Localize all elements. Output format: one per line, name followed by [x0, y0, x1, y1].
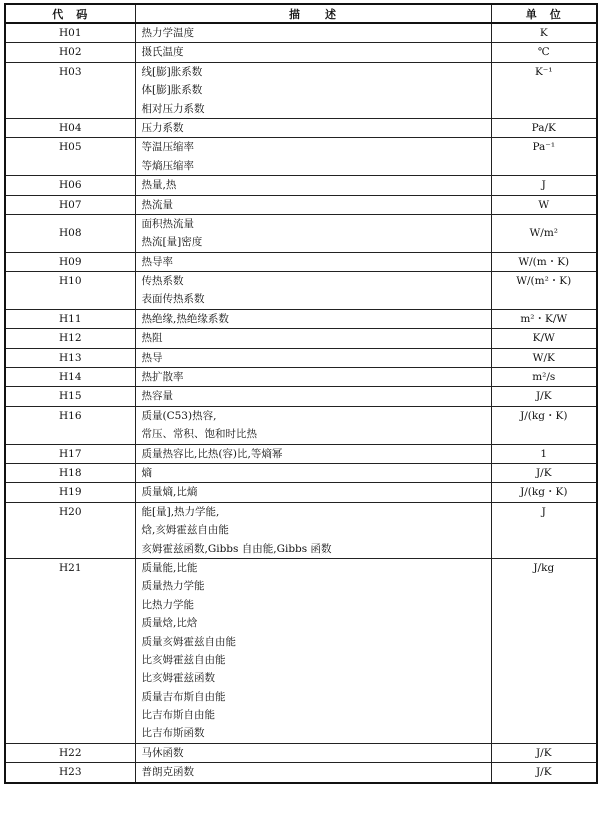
description-line: 热导率	[141, 255, 173, 268]
cell-description	[135, 272, 491, 310]
table-row	[5, 387, 597, 406]
description-line: 质量熵,比熵	[141, 486, 198, 499]
quantity-code-table	[4, 3, 598, 784]
table-row	[5, 406, 597, 444]
cell-unit	[491, 558, 597, 743]
unit-text: W/m²	[529, 227, 558, 240]
cell-unit	[491, 368, 597, 387]
cell-code	[5, 502, 135, 558]
cell-code	[5, 138, 135, 176]
cell-unit	[491, 329, 597, 348]
cell-description	[135, 406, 491, 444]
cell-description	[135, 558, 491, 743]
description-line: 质量焓,比焓	[141, 617, 198, 630]
code-text: H10	[58, 275, 82, 288]
description-line: 热容量	[141, 390, 173, 403]
unit-text: Pa⁻¹	[532, 141, 556, 154]
cell-unit	[491, 272, 597, 310]
cell-unit	[491, 176, 597, 195]
code-text: H13	[58, 351, 82, 364]
unit-text: J/kg	[533, 561, 555, 574]
cell-unit	[491, 406, 597, 444]
code-text: H01	[58, 27, 82, 39]
description-line: 质量能,比能	[141, 561, 198, 574]
cell-description	[135, 368, 491, 387]
description-line: 常压、常积、饱和时比热	[141, 428, 257, 441]
description-line: 亥姆霍兹函数,Gibbs 自由能,Gibbs 函数	[141, 542, 332, 555]
table-row	[5, 463, 597, 482]
cell-description	[135, 463, 491, 482]
cell-description	[135, 763, 491, 783]
code-text: H22	[58, 746, 82, 759]
cell-description	[135, 348, 491, 367]
cell-unit	[491, 763, 597, 783]
code-text: H11	[58, 312, 82, 325]
table-row	[5, 348, 597, 367]
cell-code	[5, 214, 135, 252]
cell-unit	[491, 43, 597, 62]
cell-code	[5, 387, 135, 406]
cell-code	[5, 368, 135, 387]
unit-text: m²・K/W	[520, 312, 568, 325]
cell-unit	[491, 387, 597, 406]
table-row	[5, 743, 597, 762]
cell-unit	[491, 743, 597, 762]
cell-code	[5, 62, 135, 118]
cell-code	[5, 763, 135, 783]
unit-text: K	[539, 27, 548, 39]
cell-unit	[491, 309, 597, 328]
column-header-unit: 单 位	[491, 4, 597, 23]
cell-description	[135, 743, 491, 762]
description-line: 比吉布斯函数	[141, 727, 205, 740]
table-header-row	[5, 4, 597, 23]
table-row	[5, 195, 597, 214]
quantity-code-table-page	[4, 3, 596, 784]
code-text: H16	[58, 409, 82, 422]
description-line: 质量热力学能	[141, 580, 205, 593]
unit-text: J/(kg・K)	[520, 486, 568, 499]
cell-code	[5, 463, 135, 482]
cell-description	[135, 252, 491, 271]
description-line: 热力学温度	[141, 27, 194, 39]
cell-unit	[491, 118, 597, 137]
unit-text: K/W	[532, 332, 555, 345]
cell-code	[5, 348, 135, 367]
unit-text: W/(m²・K)	[516, 275, 572, 288]
code-text: H03	[58, 65, 82, 78]
cell-unit	[491, 62, 597, 118]
code-text: H02	[58, 46, 82, 59]
cell-code	[5, 444, 135, 463]
description-line: 热阻	[141, 332, 163, 345]
code-text: H09	[58, 255, 82, 268]
code-text: H20	[58, 505, 82, 518]
unit-text: J/K	[535, 746, 552, 759]
unit-text: m²/s	[532, 371, 556, 384]
column-header-code: 代 码	[5, 4, 135, 23]
table-row	[5, 329, 597, 348]
unit-text: W	[538, 198, 550, 211]
table-row	[5, 368, 597, 387]
unit-text: ℃	[537, 46, 550, 59]
cell-code	[5, 43, 135, 62]
table-row	[5, 558, 597, 743]
cell-unit	[491, 348, 597, 367]
description-line: 等温压缩率	[141, 141, 194, 154]
description-line: 热扩散率	[141, 371, 184, 384]
table-body	[5, 23, 597, 783]
description-line: 比亥姆霍兹函数	[141, 672, 215, 685]
table-row	[5, 23, 597, 43]
description-line: 熵	[141, 466, 152, 479]
cell-code	[5, 176, 135, 195]
unit-text: J/K	[535, 390, 552, 403]
table-row	[5, 444, 597, 463]
unit-text: W/K	[532, 351, 555, 364]
unit-text: W/(m・K)	[518, 255, 570, 268]
description-line: 热流量	[141, 198, 173, 211]
description-line: 马休函数	[141, 746, 184, 759]
cell-code	[5, 743, 135, 762]
cell-code	[5, 309, 135, 328]
cell-code	[5, 558, 135, 743]
description-line: 表面传热系数	[141, 293, 205, 306]
cell-description	[135, 195, 491, 214]
description-line: 体[膨]胀系数	[141, 84, 203, 97]
unit-text: J	[541, 505, 546, 518]
description-line: 比亥姆霍兹自由能	[141, 653, 226, 666]
description-line: 相对压力系数	[141, 102, 205, 115]
unit-text: J/(kg・K)	[520, 409, 568, 422]
description-line: 质量(C53)热容,	[141, 409, 217, 422]
table-row	[5, 483, 597, 502]
table-row	[5, 272, 597, 310]
cell-code	[5, 252, 135, 271]
cell-unit	[491, 195, 597, 214]
description-line: 比热力学能	[141, 598, 194, 611]
cell-description	[135, 138, 491, 176]
description-line: 比吉布斯自由能	[141, 709, 215, 722]
unit-text: J/K	[535, 766, 552, 779]
cell-unit	[491, 138, 597, 176]
unit-text: 1	[540, 447, 548, 460]
table-row	[5, 214, 597, 252]
description-line: 质量亥姆霍兹自由能	[141, 635, 236, 648]
table-row	[5, 176, 597, 195]
code-text: H21	[58, 561, 82, 574]
description-line: 能[量],热力学能,	[141, 505, 220, 518]
code-text: H07	[58, 198, 82, 211]
description-line: 质量吉布斯自由能	[141, 690, 226, 703]
description-line: 热流[量]密度	[141, 236, 203, 249]
cell-description	[135, 502, 491, 558]
table-row	[5, 502, 597, 558]
cell-code	[5, 195, 135, 214]
code-text: H06	[58, 179, 82, 192]
cell-code	[5, 406, 135, 444]
table-row	[5, 763, 597, 783]
cell-description	[135, 309, 491, 328]
code-text: H05	[58, 141, 82, 154]
cell-unit	[491, 463, 597, 482]
description-line: 热量,热	[141, 179, 177, 192]
code-text: H08	[58, 227, 82, 240]
description-line: 线[膨]胀系数	[141, 65, 203, 78]
cell-description	[135, 62, 491, 118]
description-line: 摄氏温度	[141, 46, 184, 59]
unit-text: J/K	[535, 466, 552, 479]
table-row	[5, 138, 597, 176]
description-line: 热导	[141, 351, 163, 364]
cell-unit	[491, 483, 597, 502]
description-line: 压力系数	[141, 121, 184, 134]
cell-description	[135, 43, 491, 62]
unit-text: K⁻¹	[534, 65, 553, 78]
cell-description	[135, 483, 491, 502]
cell-description	[135, 23, 491, 43]
unit-text: Pa/K	[531, 121, 556, 134]
cell-unit	[491, 252, 597, 271]
cell-description	[135, 176, 491, 195]
cell-unit	[491, 23, 597, 43]
code-text: H14	[58, 371, 82, 384]
table-row	[5, 252, 597, 271]
cell-description	[135, 444, 491, 463]
table-row	[5, 62, 597, 118]
cell-description	[135, 329, 491, 348]
cell-code	[5, 272, 135, 310]
code-text: H19	[58, 486, 82, 499]
table-row	[5, 118, 597, 137]
code-text: H23	[58, 766, 82, 779]
description-line: 面积热流量	[141, 217, 194, 230]
table-row	[5, 309, 597, 328]
cell-unit	[491, 444, 597, 463]
cell-unit	[491, 502, 597, 558]
description-line: 传热系数	[141, 275, 184, 288]
code-text: H17	[58, 447, 82, 460]
description-line: 焓,亥姆霍兹自由能	[141, 524, 229, 537]
cell-code	[5, 483, 135, 502]
unit-text: J	[541, 179, 546, 192]
description-line: 等熵压缩率	[141, 159, 194, 172]
cell-description	[135, 214, 491, 252]
cell-code	[5, 118, 135, 137]
cell-code	[5, 23, 135, 43]
code-text: H12	[58, 332, 82, 345]
code-text: H15	[58, 390, 82, 403]
cell-description	[135, 118, 491, 137]
cell-description	[135, 387, 491, 406]
description-line: 质量热容比,比热(容)比,等熵幂	[141, 447, 283, 460]
description-line: 热绝缘,热绝缘系数	[141, 312, 229, 325]
cell-code	[5, 329, 135, 348]
table-row	[5, 43, 597, 62]
column-header-description: 描 述	[135, 4, 491, 23]
cell-unit	[491, 214, 597, 252]
description-line: 普朗克函数	[141, 766, 194, 779]
code-text: H18	[58, 466, 82, 479]
code-text: H04	[58, 121, 82, 134]
